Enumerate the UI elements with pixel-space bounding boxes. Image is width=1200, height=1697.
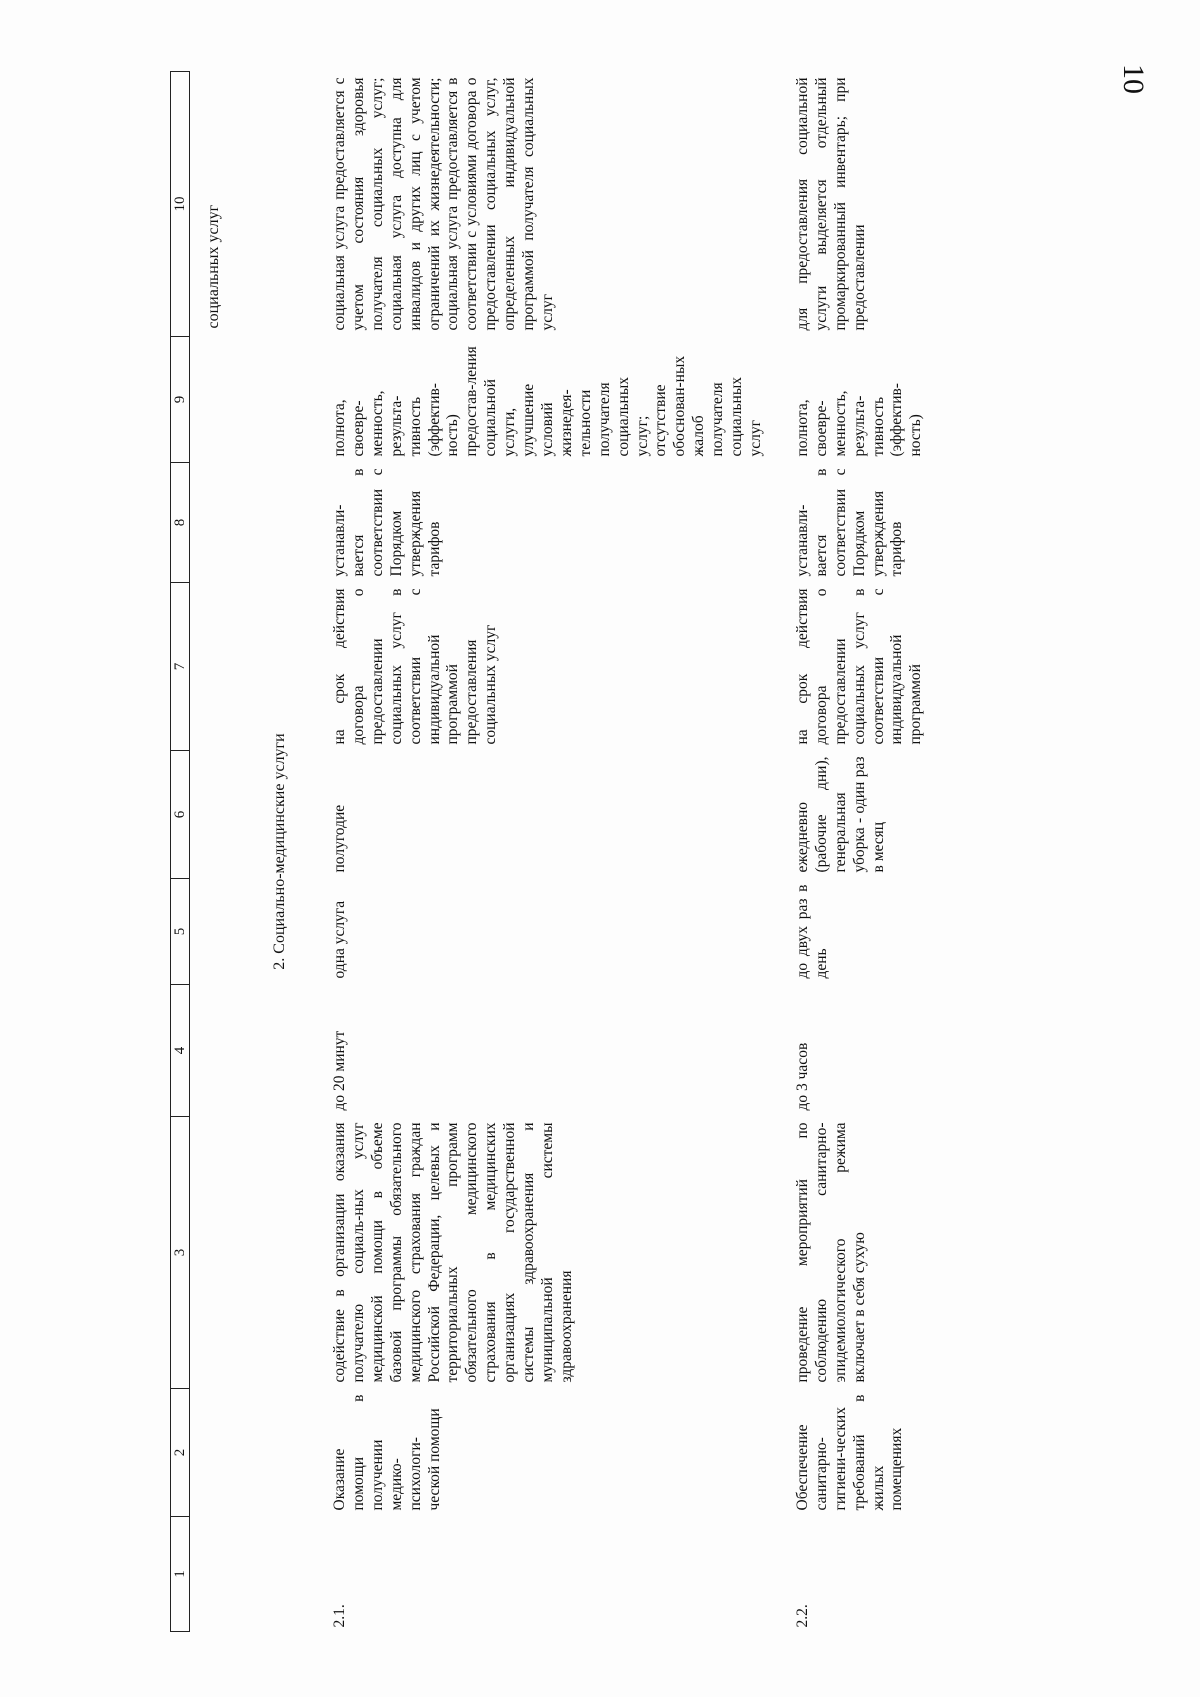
service-tariff: устанавли-вается в соответствии с Порядком утверждения тарифов (793, 468, 906, 577)
service-time: до 20 минут (331, 1030, 349, 1111)
row-number: 2.1. (331, 1604, 349, 1628)
page-number: 10 (1117, 64, 1150, 94)
service-content: содействие в организации оказания получателю социаль-ных услуг медицинской помощи в объеме базовой программы обязательного медицинского страхования граждан Российской Федерации, целевых и территориальных программ обязательного медицинского страхования в медицинских организациях государственной системы здравоохранения и муниципальной системы здравоохранения (331, 1122, 575, 1383)
col-header-2: 2 (171, 1389, 190, 1517)
table-row (776, 72, 936, 1632)
col-header-7: 7 (171, 583, 190, 751)
col-header-6: 6 (171, 751, 190, 879)
service-tariff: устанавли-вается в соответствии с Порядком утверждения тарифов (331, 468, 443, 577)
service-content: проведение мероприятий по соблюдению санитарно-эпидемиологического режима включает в себя сухую (793, 1122, 868, 1383)
col-header-10: 10 (171, 72, 190, 337)
table-row (313, 72, 776, 1632)
service-time: до 3 часов (793, 1042, 811, 1111)
service-period: полугодие (331, 804, 349, 873)
col-header-5: 5 (171, 879, 190, 985)
col-header-8: 8 (171, 463, 190, 583)
continuation-row (190, 72, 248, 1632)
service-quality: полнота, своевре-менность, результа-тивность (эффектив-ность) (793, 383, 925, 457)
service-quality: полнота, своевре-менность, результа-тивность (эффектив-ность) предостав-ления социальной услуги, улучшение условий жизнедея-тельности получателя социальных услуг; отсутствие обоснован-ных жалоб получателя социальных услуг (331, 346, 764, 457)
continuation-text: социальных услуг (205, 204, 222, 329)
service-name: Оказание помощи в получении медико-психологи-ческой помощи (331, 1394, 443, 1511)
service-period: ежедневно (рабочие дни), генеральная уборка - один раз в месяц (793, 756, 887, 873)
services-table-sheet (170, 72, 1075, 1632)
column-number-row (171, 72, 190, 1632)
row-number: 2.2. (793, 1604, 811, 1628)
section-row (248, 72, 314, 1632)
col-header-1: 1 (171, 1517, 190, 1632)
service-conditions: для предоставления социальной услуги выделяется отдельный промаркированный инвентарь; при предоставлении (793, 77, 868, 331)
section-title: 2. Социально-медицинские услуги (270, 733, 288, 970)
service-conditions: социальная услуга предоставляется с учетом состояния здоровья получателя социальных услуг; социальная услуга доступна для инвалидов и других лиц с учетом ограничений их жизнедеятельности; социальная услуга предоставляется в соответствии с условиями договора о предоставлении социальных услуг, определенных индивидуальной программой получателя социальных услуг (331, 77, 556, 331)
service-unit: одна услуга (331, 900, 349, 979)
service-term: на срок действия договора о предоставлении социальных услуг в соответствии с индивидуальной программой (793, 588, 925, 745)
col-header-4: 4 (171, 985, 190, 1117)
service-unit: до двух раз в день (793, 884, 830, 979)
services-table (170, 71, 936, 1632)
col-header-9: 9 (171, 337, 190, 463)
col-header-3: 3 (171, 1117, 190, 1389)
service-term: на срок действия договора о предоставлении социальных услуг в соответствии с индивидуальной программой предоставления социальных услуг (331, 588, 500, 745)
service-name: Обеспечение санитарно-гигиени-ческих требований в жилых помещениях (793, 1394, 906, 1511)
